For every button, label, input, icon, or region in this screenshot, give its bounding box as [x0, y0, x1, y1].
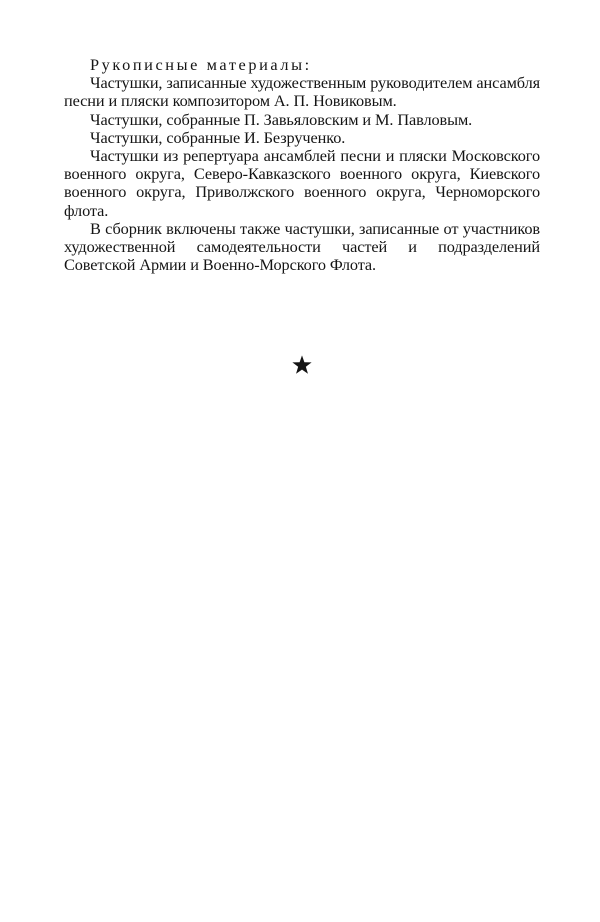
paragraph-zavyalovsky: Частушки, собранные П. Завьяловским и М. Павловым.	[90, 109, 473, 129]
sources-section	[64, 56, 540, 274]
paragraph-amateur: В сборник включены также частушки, записанные от участников художественной самодеятельности частей и подразделений Советской Армии и Военно-Морского Флота.	[64, 218, 540, 275]
section-heading: Рукописные материалы:	[90, 55, 312, 74]
paragraph-ensembles: Частушки из репертуара ансамблей песни и пляски Московского военного округа, Северо-Кавказского военного округа, Киевского военного округа, Приволжского военного округа, Черноморского флота.	[64, 146, 540, 220]
paragraph-bezruchenko: Частушки, собранные И. Безрученко.	[90, 127, 346, 147]
star-icon	[291, 354, 313, 376]
paragraph-novikov: Частушки, записанные художественным руководителем ансамбля песни и пляски композитором А. П. Новиковым.	[64, 73, 540, 111]
